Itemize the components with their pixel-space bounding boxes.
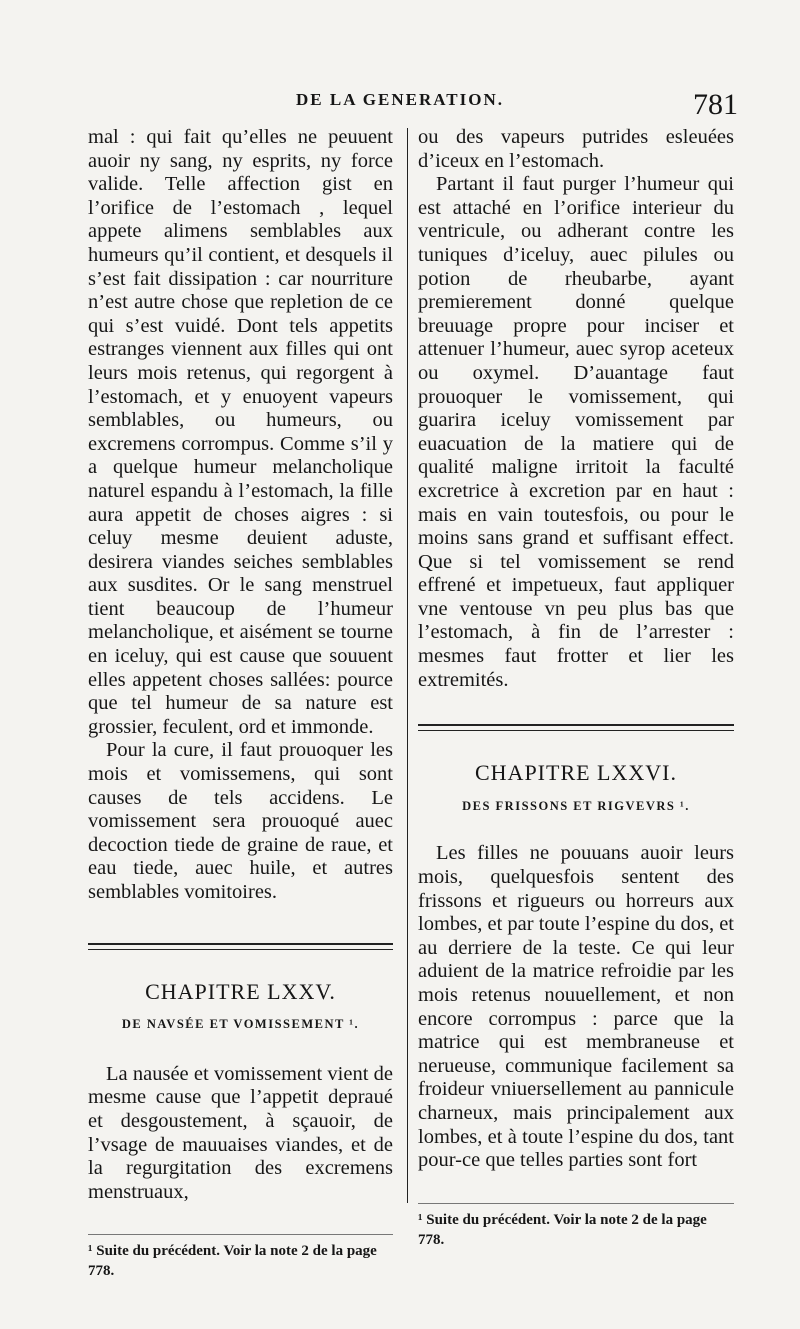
page-number: 781 bbox=[693, 88, 738, 121]
right-paragraph-3: Les filles ne pouuans auoir leurs mois, quelquesfois sentent des frissons et rigueurs ou horreurs aux lombes, et par toute l’espine du dos, et au derriere de la teste. Ce qui leur aduient de la matrice refroidie par les mois retenus nouuellement, et non encore corrompus : parce que la matrice qui est membraneuse et nerueuse, communique facilement sa froideur vniuersellement au pannicule charneux, mais principalement aux lombes, et à toute l’espine du dos, tant pour-ce que telles parties sont fort bbox=[418, 842, 734, 1172]
left-paragraph-2: Pour la cure, il faut prouoquer les mois et vomissemens, qui sont causes de tels accidens. Le vomissement sera prouoqué auec decoction tiede de graine de raue, et eau tiede, auec huile, et autres semblables vomitoires. bbox=[88, 739, 393, 903]
chapter-title: CHAPITRE LXXV. bbox=[145, 978, 336, 1004]
footnote: ¹ Suite du précédent. Voir la note 2 de la page 778. bbox=[418, 1211, 707, 1248]
left-paragraph-3: La nausée et vomissement vient de mesme cause que l’appetit depraué et desgoustement, à sçauoir, de l’vsage de mauuaises viandes, et de la regurgitation des excremens menstruaux, bbox=[88, 1062, 393, 1203]
running-title: DE LA GENERATION. bbox=[296, 90, 504, 109]
chapter-subtitle: DE NAVSÉE ET VOMISSEMENT ¹. bbox=[121, 1017, 360, 1032]
chapter-separator-rule bbox=[418, 724, 734, 731]
left-paragraph-1: mal : qui fait qu’elles ne peuuent auoir ny sang, ny esprits, ny force valide. Telle affection gist en l’orifice de l’estomach , lequel appete alimens semblables aux humeurs qu’il contient, et desquels il s’est fait dissipation : car nourriture n’est autre chose que repletion de ce qui s’est vuidé. Dont tels appetits estranges viennent aux filles qui ont leurs mois retenus, qui regorgent à l’estomach, et y enuoyent vapeurs semblables, ou humeurs, ou excremens corrompus. Comme s’il y a quelque humeur melancholique naturel espandu à l’estomach, la fille aura appetit de choses aigres : si celuy mesme deuient aduste, desirera viandes seiches semblables aux susdites. Or le sang menstruel tient beaucoup de l’humeur melancholique, et aisément se tourne en iceluy, qui est cause que souuent elles appetent choses sallées: pource que tel humeur de sa nature est grossier, feculent, ord et immonde. bbox=[88, 126, 393, 738]
left-column bbox=[88, 126, 393, 1306]
chapter-separator-rule bbox=[88, 943, 393, 950]
chapter-subtitle: DES FRISSONS ET RIGVEVRS ¹. bbox=[462, 798, 690, 813]
right-column bbox=[418, 126, 734, 1306]
right-paragraph-1: ou des vapeurs putrides esleuées d’iceux en l’estomach. bbox=[418, 126, 734, 172]
column-divider bbox=[407, 128, 408, 1203]
chapter-title: CHAPITRE LXXVI. bbox=[475, 760, 677, 786]
footnote: ¹ Suite du précédent. Voir la note 2 de la page 778. bbox=[88, 1243, 377, 1280]
right-paragraph-2: Partant il faut purger l’humeur qui est attaché en l’orifice interieur du ventricule, ou adherant contre les tuniques d’iceluy, auec pilules ou potion de rheubarbe, ayant premierement donné quelque breuuage propre pour inciser et attenuer l’humeur, auec syrop aceteux ou oxymel. D’auantage faut prouoquer le vomissement, qui guarira iceluy vomissement par euacuation de la matiere qui de qualité maligne irritoit la faculté excretrice à excretion par en haut : mais en vain toutesfois, ou pour le moins sans grand et suffisant effect. Que si tel vomissement se rend effrené et impetueux, faut appliquer vne ventouse vn peu plus bas que l’estomach, à fin de l’arrester : mesmes faut frotter et lier les extremités. bbox=[418, 173, 734, 691]
